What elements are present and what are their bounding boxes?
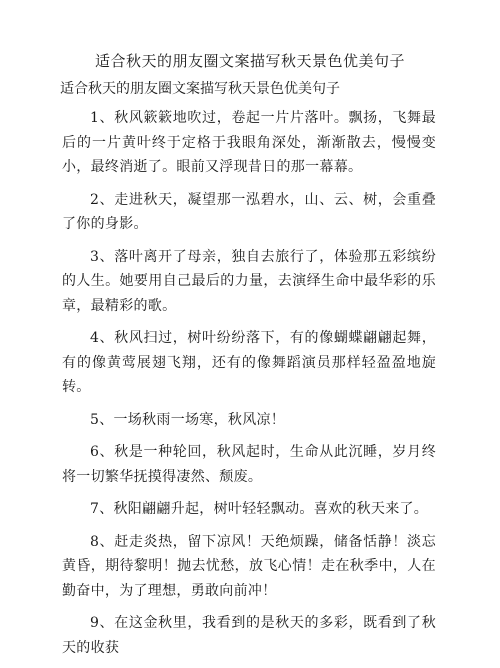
paragraph-6: 6、秋是一种轮回，秋风起时，生命从此沉睡，岁月终将一切繁华抚摸得凄然、颓废。 [62,444,436,485]
paragraph-3: 3、落叶离开了母亲，独自去旅行了，体验那五彩缤纷的人生。她要用自己最后的力量，去演绎生命中最华彩的乐章，最精彩的歌。 [62,248,436,314]
paragraph-7: 7、秋阳翩翩升起，树叶轻轻飘动。喜欢的秋天来了。 [90,501,429,517]
document-title: 适合秋天的朋友圈文案描写秋天景色优美句子 [94,52,405,70]
document-subtitle: 适合秋天的朋友圈文案描写秋天景色优美句子 [60,81,340,97]
paragraph-5: 5、一场秋雨一场寒，秋风凉！ [90,411,286,428]
paragraph-1: 1、秋风簌簌地吹过，卷起一片片落叶。飘扬，飞舞最后的一片黄叶终于定格于我眼角深处，渐渐散去，慢慢变小，最终消逝了。眼前又浮现昔日的那一幕幕。 [62,110,436,175]
paragraph-2: 2、走进秋天，凝望那一泓碧水，山、云、树，会重叠了你的身影。 [62,191,436,232]
paragraph-9: 9、在这金秋里，我看到的是秋天的多彩，既看到了秋天的收获 [62,615,436,656]
paragraph-8: 8、赶走炎热，留下凉风！天绝烦躁，储备恬静！淡忘黄昏，期待黎明！抛去忧愁，放飞心情！走在秋季中，人在勤奋中，为了理想，勇敢向前冲！ [62,533,436,599]
document-body [62,106,436,668]
paragraph-4: 4、秋风扫过，树叶纷纷落下，有的像蝴蝶翩翩起舞，有的像黄莺展翅飞翔，还有的像舞蹈演员那样轻盈盈地旋转。 [62,330,436,395]
